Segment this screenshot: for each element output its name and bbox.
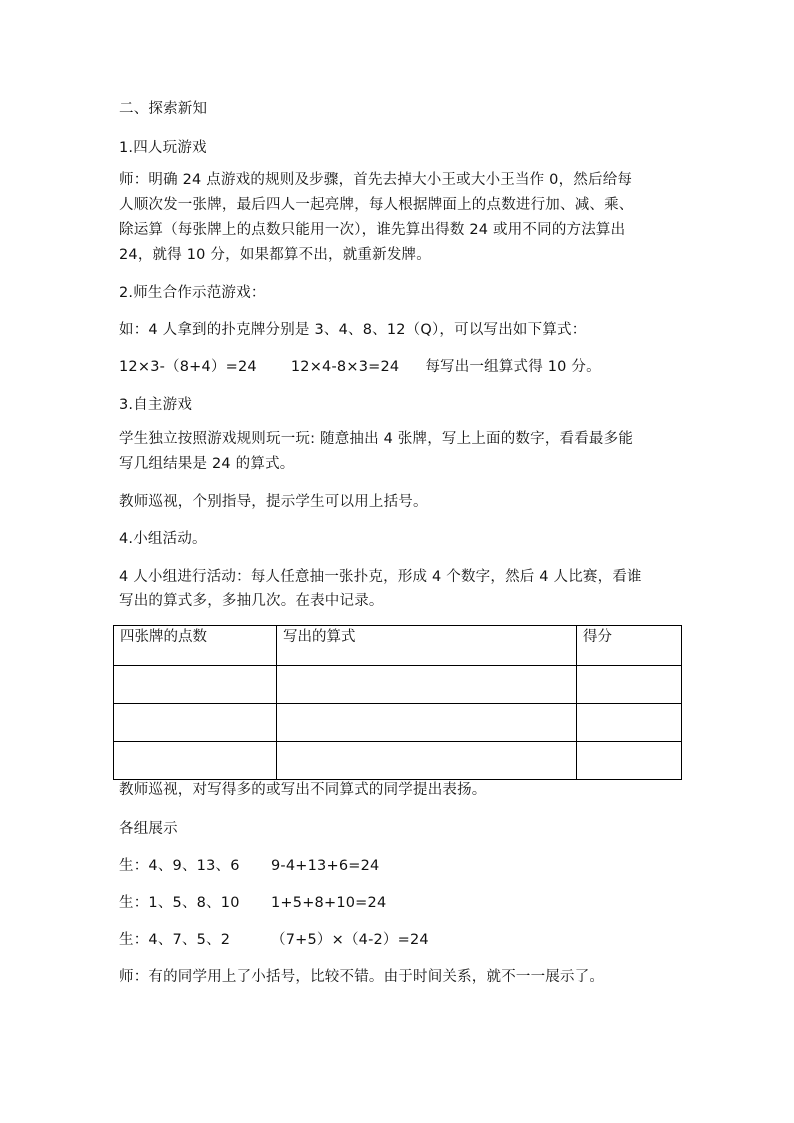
entry-cards: 生：4、7、5、2: [119, 932, 231, 948]
table-cell: [577, 704, 682, 742]
teacher-note: 教师巡视，个别指导，提示学生可以用上括号。: [119, 494, 428, 510]
paragraph-line: 写几组结果是 24 的算式。: [119, 456, 295, 472]
table-cell: [277, 742, 577, 780]
record-table: [113, 625, 682, 780]
table-cell: [277, 666, 577, 704]
table-row: [114, 742, 682, 780]
heading-group-activity: 4.小组活动。: [119, 531, 207, 547]
formula-2: 12×4-8×3=24: [290, 359, 400, 375]
table-cell: [577, 742, 682, 780]
closing-remark: 师：有的同学用上了小括号，比较不错。由于时间关系，就不一一展示了。: [119, 969, 605, 985]
heading-group-display: 各组展示: [119, 821, 178, 837]
header-formulas: 写出的算式: [277, 626, 577, 666]
display-entry: [119, 894, 386, 913]
table-cell: [114, 704, 277, 742]
table-cell: [277, 704, 577, 742]
table-row: [114, 704, 682, 742]
paragraph-line: 师：明确 24 点游戏的规则及步骤，首先去掉大小王或大小王当作 0，然后给每: [119, 172, 633, 188]
paragraph-line: 学生独立按照游戏规则玩一玩: 随意抽出 4 张牌，写上上面的数字，看看最多能: [119, 431, 634, 447]
heading-demo-game: 2.师生合作示范游戏：: [119, 285, 266, 301]
formula-1: 12×3-（8+4）=24: [119, 359, 257, 375]
entry-formula: 9-4+13+6=24: [271, 858, 380, 874]
paragraph-line: 人顺次发一张牌，最后四人一起亮牌，每人根据牌面上的点数进行加、减、乘、: [119, 197, 634, 213]
table-cell: [114, 666, 277, 704]
heading-self-play: 3.自主游戏: [119, 397, 193, 413]
formula-line: [119, 358, 601, 377]
paragraph-line: 4 人小组进行活动：每人任意抽一张扑克，形成 4 个数字，然后 4 人比赛，看谁: [119, 569, 642, 585]
heading-four-player-game: 1.四人玩游戏: [119, 140, 207, 156]
display-entry: [119, 857, 379, 876]
table-row: [114, 666, 682, 704]
after-table-note: 教师巡视，对写得多的或写出不同算式的同学提出表扬。: [119, 782, 487, 798]
table-cell: [577, 666, 682, 704]
entry-cards: 生：4、9、13、6: [119, 858, 240, 874]
paragraph-line: 除运算（每张牌上的点数只能用一次），谁先算出得数 24 或用不同的方法算出: [119, 222, 626, 238]
paragraph-line: 24，就得 10 分，如果都算不出，就重新发牌。: [119, 247, 431, 263]
entry-cards: 生：1、5、8、10: [119, 895, 240, 911]
section-title: 二、探索新知: [119, 101, 208, 117]
display-entry: [119, 931, 429, 950]
paragraph-line: 写出的算式多，多抽几次。在表中记录。: [119, 593, 384, 609]
entry-formula: （7+5）×（4-2）=24: [271, 932, 429, 948]
scoring-note: 每写出一组算式得 10 分。: [425, 359, 601, 375]
header-card-points: 四张牌的点数: [114, 626, 277, 666]
header-score: 得分: [577, 626, 682, 666]
table-header-row: [114, 626, 682, 666]
example-line: 如：4 人拿到的扑克牌分别是 3、4、8、12（Q），可以写出如下算式：: [119, 322, 587, 338]
entry-formula: 1+5+8+10=24: [271, 895, 387, 911]
table-cell: [114, 742, 277, 780]
